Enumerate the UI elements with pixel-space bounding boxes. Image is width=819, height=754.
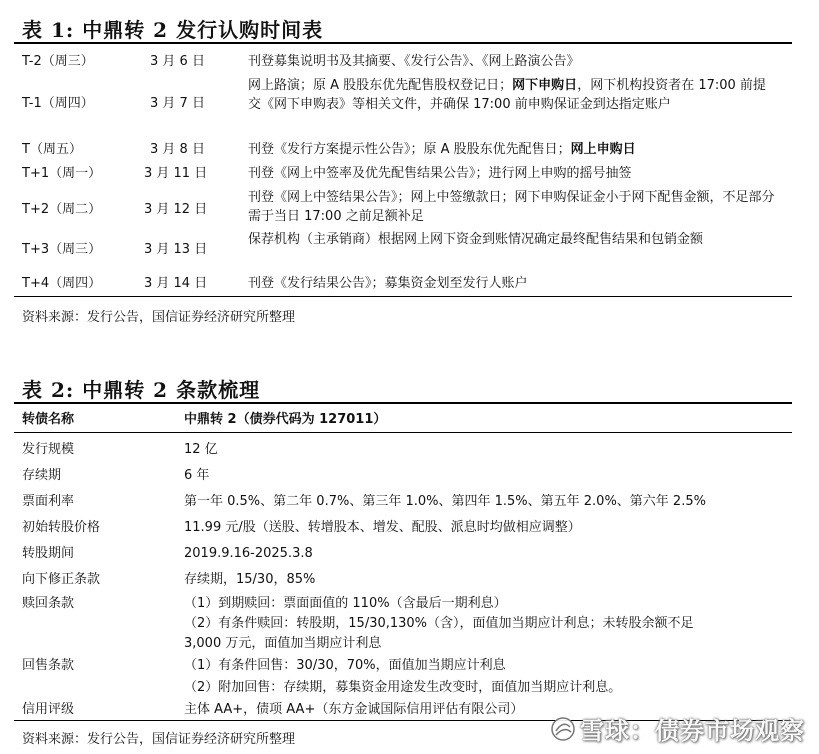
table1-row-desc: 刊登募集说明书及其摘要、《发行公告》、《网上路演公告》 bbox=[248, 54, 580, 69]
table2-row-label: 回售条款 bbox=[22, 658, 75, 673]
table2-row-value: （1）有条件回售：30/30，70%，面值加当期应计利息 bbox=[184, 658, 506, 673]
table2-top-rule bbox=[14, 402, 792, 404]
table2-row-label: 赎回条款 bbox=[22, 596, 75, 611]
emphasis-online-subscription: 网上申购日 bbox=[570, 142, 636, 157]
table1-row-date: 3 月 13 日 bbox=[144, 242, 208, 257]
table1-row-desc: 刊登《网上中签率及优先配售结果公告》；进行网上申购的摇号抽签 bbox=[248, 166, 632, 181]
table1-row-desc: 网上路演；原 A 股股东优先配售股权登记日；网下申购日，网下机构投资者在 17:00 前提交《网下申购表》等相关文件，并确保 17:00 前申购保证金到达指定账户 bbox=[248, 78, 766, 112]
table1-row-day: T+1（周一） bbox=[22, 166, 102, 181]
table2-row-value: 12 亿 bbox=[184, 442, 218, 457]
table1-title: 表 1: 中鼎转 2 发行认购时间表 bbox=[22, 18, 324, 42]
table1-row-day: T+4（周四） bbox=[22, 276, 102, 291]
table2-header-value: 中鼎转 2（债券代码为 127011） bbox=[184, 412, 387, 427]
table2-row-label: 向下修正条款 bbox=[22, 572, 101, 587]
table2-row-value: 主体 AA+，债项 AA+（东方金诚国际信用评估有限公司） bbox=[184, 702, 524, 717]
table1-row-date: 3 月 11 日 bbox=[144, 166, 208, 181]
table2-row-value: 11.99 元/股（送股、转增股本、增发、配股、派息时均做相应调整） bbox=[184, 520, 581, 535]
table1-row-date: 3 月 14 日 bbox=[144, 276, 208, 291]
table2-row-label: 信用评级 bbox=[22, 702, 75, 717]
table2-row-label: 发行规模 bbox=[22, 442, 75, 457]
table1-top-rule bbox=[14, 42, 792, 44]
table1-row-day: T-1（周四） bbox=[22, 96, 94, 111]
table1-row-desc: 刊登《网上中签结果公告》；网上中签缴款日；网下申购保证金小于网下配售金额，不足部分需于当日 17:00 之前足额补足 bbox=[248, 190, 775, 224]
table1-row-date: 3 月 12 日 bbox=[144, 202, 208, 217]
watermark: 雪球：债券市场观察 bbox=[550, 711, 805, 748]
table2-row-label: 票面利率 bbox=[22, 494, 75, 509]
table2-row-value: 3,000 万元，面值加当期应计利息 bbox=[184, 636, 382, 651]
table1-row-day: T+2（周二） bbox=[22, 202, 102, 217]
table2-row-label: 转股期间 bbox=[22, 546, 75, 561]
table2-row-value: 2019.9.16-2025.3.8 bbox=[184, 546, 313, 561]
table1-row-date: 3 月 8 日 bbox=[150, 142, 205, 157]
emphasis-offline-subscription: 网下申购日 bbox=[512, 78, 578, 93]
table1-row-date: 3 月 6 日 bbox=[150, 54, 205, 69]
table2-header-label: 转债名称 bbox=[22, 412, 75, 427]
table1-bottom-rule bbox=[14, 296, 792, 297]
table1-row-date: 3 月 7 日 bbox=[150, 96, 205, 111]
table2-title: 表 2: 中鼎转 2 条款梳理 bbox=[22, 378, 261, 402]
snowball-logo-icon bbox=[550, 716, 576, 748]
table2-row-value: 第一年 0.5%、第二年 0.7%、第三年 1.0%、第四年 1.5%、第五年 2.0%、第六年 2.5% bbox=[184, 494, 706, 509]
table1-row-day: T+3（周三） bbox=[22, 242, 102, 257]
table1-row-day: T-2（周三） bbox=[22, 54, 94, 69]
table1-row-desc: 刊登《发行方案提示性公告》；原 A 股股东优先配售日；网上申购日 bbox=[248, 142, 636, 157]
table2-header-rule bbox=[14, 432, 792, 433]
table2-source: 资料来源：发行公告，国信证券经济研究所整理 bbox=[22, 732, 296, 747]
table1-row-desc: 保荐机构（主承销商）根据网上网下资金到账情况确定最终配售结果和包销金额 bbox=[248, 232, 704, 247]
table2-row-label: 存续期 bbox=[22, 468, 62, 483]
table1-source: 资料来源：发行公告，国信证券经济研究所整理 bbox=[22, 310, 296, 325]
table2-row-value: （2）有条件赎回：转股期，15/30,130%（含），面值加当期应计利息；未转股余额不足 bbox=[184, 616, 694, 631]
table1-row-day: T（周五） bbox=[22, 142, 82, 157]
table2-row-value: （1）到期赎回：票面面值的 110%（含最后一期利息） bbox=[184, 596, 507, 611]
table2-row-value: 6 年 bbox=[184, 468, 210, 483]
table2-row-value: （2）附加回售：存续期，募集资金用途发生改变时，面值加当期应计利息。 bbox=[184, 680, 622, 695]
table2-row-value: 存续期，15/30，85% bbox=[184, 572, 316, 587]
table2-row-label: 初始转股价格 bbox=[22, 520, 101, 535]
table1-row-desc: 刊登《发行结果公告》；募集资金划至发行人账户 bbox=[248, 276, 528, 291]
